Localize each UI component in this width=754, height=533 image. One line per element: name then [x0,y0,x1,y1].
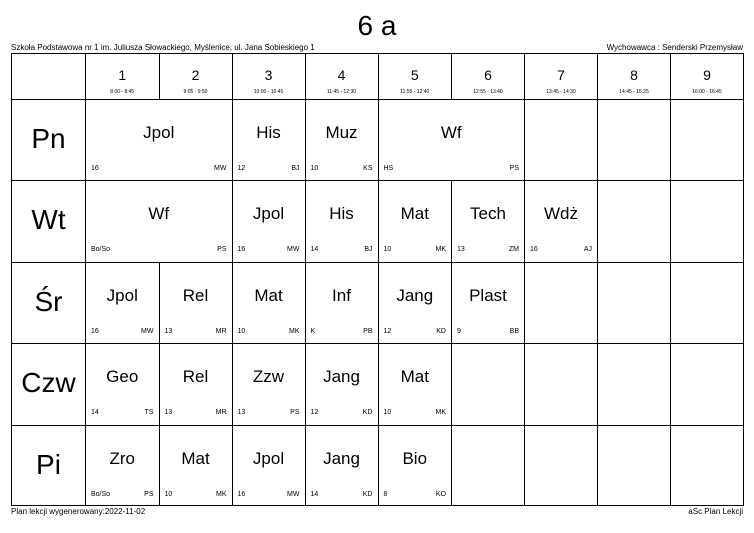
lesson-subject: Geo [106,367,139,387]
lesson-cell[interactable] [451,180,524,261]
lesson-cell[interactable] [232,180,305,261]
lesson-cell[interactable] [378,425,452,506]
empty-slot [524,343,525,424]
empty-slot [670,262,671,343]
lesson-room: 9 [457,327,461,335]
lesson-room: 12 [237,165,246,172]
lesson-subject: Jpol [143,123,175,142]
period-header [305,54,378,99]
lesson-teacher: PS [290,409,300,417]
lesson-room: 13 [237,409,246,417]
lesson-cell[interactable] [232,425,305,506]
period-header [378,54,452,99]
lesson-cell[interactable] [85,99,232,180]
period-header [597,54,670,99]
lesson-teacher: BB [509,327,519,335]
period-number: 4 [337,67,346,83]
period-header [670,54,743,99]
lesson-cell[interactable] [305,262,378,343]
lesson-teacher: MK [289,327,300,335]
lesson-subject: His [256,123,281,142]
lesson-teacher: KD [436,327,446,335]
lesson-room: 10 [383,246,392,254]
lesson-cell[interactable] [305,343,378,424]
lesson-teacher: KS [363,165,373,172]
app-credit: aSc Plan Lekcji [688,507,743,516]
period-number: 1 [118,67,127,83]
lesson-cell[interactable] [378,99,525,180]
lesson-subject: Inf [332,285,351,305]
lesson-teacher: PS [509,165,519,172]
lesson-subject: Jang [323,448,360,468]
lesson-subject: Jpol [106,285,138,305]
period-time: 12:55 - 13:40 [473,89,503,95]
lesson-teacher: KD [362,409,373,417]
lesson-room: 14 [91,409,99,417]
lesson-subject: Bio [402,448,428,468]
empty-slot [451,343,452,424]
lesson-room: Bo/So [91,490,111,498]
lesson-room: 14 [310,490,319,498]
lesson-room: 8 [383,490,388,498]
empty-slot [670,180,671,261]
lesson-cell[interactable] [85,262,159,343]
lesson-subject: Rel [182,285,209,305]
lesson-teacher: PB [363,327,373,335]
period-time: 13:45 - 14:30 [546,89,576,95]
lesson-room: 13 [457,246,465,254]
lesson-cell[interactable] [85,343,159,424]
lesson-room: 10 [310,165,319,172]
lesson-subject: Tech [470,204,506,224]
lesson-room: 10 [164,490,173,498]
empty-slot [670,99,671,180]
lesson-teacher: ZM [508,246,519,254]
lesson-cell[interactable] [378,262,452,343]
lesson-teacher: PS [217,246,227,254]
period-time: 11:45 - 12:30 [326,89,357,95]
period-header [85,54,159,99]
lesson-cell[interactable] [232,262,305,343]
lesson-room: 16 [91,165,99,172]
lesson-cell[interactable] [232,99,305,180]
lesson-cell[interactable] [378,180,452,261]
empty-slot [597,262,598,343]
lesson-room: 10 [237,327,246,335]
period-number: 2 [191,67,200,83]
lesson-cell[interactable] [378,343,452,424]
lesson-subject: Jang [323,367,360,387]
lesson-cell[interactable] [159,343,232,424]
empty-slot [670,425,671,506]
period-header [524,54,597,99]
lesson-subject: His [329,204,354,224]
period-number: 9 [703,67,711,83]
lesson-room: 16 [91,327,99,335]
lesson-room: 16 [237,246,246,254]
period-time: 9:05 - 9:50 [183,89,208,95]
lesson-room: 13 [164,409,173,417]
day-label: Śr [34,285,63,317]
empty-slot [524,262,525,343]
lesson-teacher: MR [215,409,227,417]
empty-slot [524,425,525,506]
lesson-subject: Jang [396,285,434,305]
lesson-teacher: PS [144,490,154,498]
lesson-subject: Wdż [544,204,578,224]
empty-slot [597,343,598,424]
period-header [451,54,524,99]
lesson-teacher: KD [362,490,373,498]
lesson-subject: Mat [400,367,429,387]
class-tutor: Wychowawca : Senderski Przemysław [606,43,743,52]
lesson-teacher: AJ [583,246,592,254]
period-number: 7 [557,67,565,83]
lesson-room: 13 [164,327,173,335]
period-number: 8 [630,67,638,83]
lesson-room: 14 [310,246,319,254]
lesson-subject: Muz [325,123,358,142]
lesson-teacher: MW [287,490,300,498]
lesson-teacher: MW [287,246,300,254]
period-number: 5 [410,67,419,83]
lesson-cell[interactable] [232,343,305,424]
empty-slot [524,99,525,180]
lesson-teacher: MW [214,165,227,172]
empty-slot [670,343,671,424]
lesson-cell[interactable] [159,262,232,343]
lesson-subject: Wf [148,204,170,224]
lesson-teacher: BJ [364,246,373,254]
lesson-cell[interactable] [305,180,378,261]
lesson-room: Bo/So [91,246,111,254]
lesson-room: K [310,327,316,335]
period-header [159,54,232,99]
lesson-teacher: MW [141,327,154,335]
lesson-subject: Jpol [252,448,285,468]
lesson-teacher: MK [216,490,227,498]
lesson-teacher: MR [215,327,227,335]
empty-slot [451,425,452,506]
lesson-room: 16 [530,246,538,254]
lesson-subject: Wf [440,123,462,142]
lesson-subject: Zro [109,448,135,468]
generated-date: Plan lekcji wygenerowany:2022-11-02 [11,507,146,516]
lesson-cell[interactable] [451,262,524,343]
lesson-teacher: MK [435,409,446,417]
day-label: Pi [36,448,61,480]
empty-slot [597,99,598,180]
lesson-cell[interactable] [305,99,378,180]
lesson-room: 16 [237,490,246,498]
period-number: 6 [484,67,492,83]
lesson-subject: Jpol [252,204,285,224]
period-header [232,54,305,99]
period-number: 3 [264,67,273,83]
lesson-cell[interactable] [85,180,232,261]
lesson-cell[interactable] [85,425,159,506]
lesson-room: HS [383,165,394,172]
lesson-teacher: TS [144,409,154,417]
period-time: 10:00 - 10:45 [253,89,284,95]
day-label: Wt [31,204,66,236]
lesson-teacher: MK [435,246,446,254]
period-time: 11:55 - 12:40 [400,89,430,95]
lesson-cell[interactable] [524,180,597,261]
lesson-subject: Mat [400,204,429,224]
lesson-subject: Mat [254,285,283,305]
lesson-cell[interactable] [159,425,232,506]
empty-slot [597,425,598,506]
lesson-subject: Plast [469,285,507,305]
day-label: Pn [31,123,66,154]
lesson-subject: Zzw [252,367,285,387]
timetable-grid [11,53,744,506]
period-time: 8:00 - 8:45 [110,89,135,95]
empty-slot [597,180,598,261]
lesson-room: 12 [383,327,392,335]
school-name: Szkoła Podstawowa nr 1 im. Juliusza Słowackiego, Myślenice, ul. Jana Sobieskiego 1 [11,43,315,52]
lesson-teacher: BJ [291,165,300,172]
lesson-subject: Rel [182,367,209,387]
period-time: 16:00 - 16:45 [692,89,722,95]
lesson-teacher: KO [435,490,446,498]
lesson-subject: Mat [181,448,210,468]
day-label: Czw [21,367,76,399]
period-time: 14:45 - 15:25 [619,89,649,95]
lesson-cell[interactable] [305,425,378,506]
lesson-room: 10 [383,409,392,417]
lesson-room: 12 [310,409,319,417]
page-title: 6 a [357,10,397,41]
